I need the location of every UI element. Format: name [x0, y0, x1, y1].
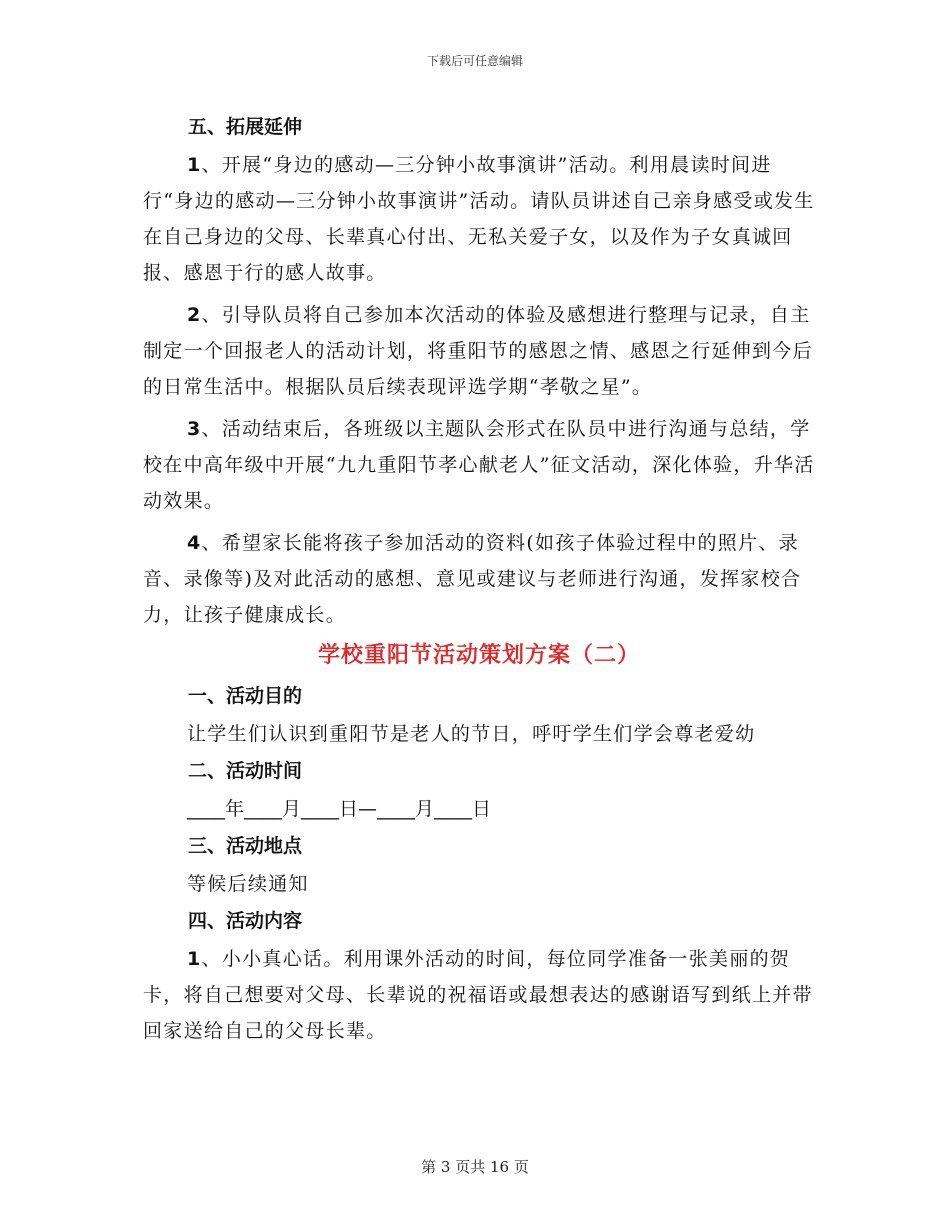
place-text: 等候后续通知 [187, 873, 309, 895]
item-text: 、活动结束后，各班级以主题队会形式在队员中进行沟通与总结，学校在中高年级中开展“九九重阳节孝心献老人”征文活动，深化体验，升华活动效果。 [143, 418, 815, 512]
page-header: 下载后可任意编辑 [426, 54, 523, 68]
item-number: 2 [187, 304, 202, 326]
purpose-heading: 一、活动目的 [188, 685, 303, 707]
item-text: 、开展“身边的感动—三分钟小故事演讲”活动。利用晨读时间进行“身边的感动—三分钟小故事演讲”活动。请队员讲述自己亲身感受或发生在自己身边的父母、长辈真心付出、无私关爱子女，以及作为子女真诚回报、感恩于行的感人故事。 [143, 154, 815, 284]
item-number: 3 [187, 418, 202, 440]
item-text: 、希望家长能将孩子参加活动的资料(如孩子体验过程中的照片、录音、录像等)及对此活动的感想、意见或建议与老师进行沟通，发挥家校合力，让孩子健康成长。 [143, 532, 802, 626]
content-heading: 四、活动内容 [188, 910, 303, 932]
item-number: 1 [187, 154, 202, 176]
purpose-text: 让学生们认识到重阳节是老人的节日，呼吁学生们学会尊老爱幼 [187, 723, 756, 745]
section-5-item-3 [143, 411, 815, 519]
section-5-heading: 五、拓展延伸 [188, 116, 303, 138]
item-text: 、小小真心话。利用课外活动的时间，每位同学准备一张美丽的贺卡，将自己想要对父母、长辈说的祝福语或最想表达的感谢语写到纸上并带回家送给自己的父母长辈。 [143, 948, 813, 1042]
section-5-item-1 [143, 147, 815, 291]
place-heading: 三、活动地点 [188, 835, 303, 857]
section-5-item-2 [143, 297, 815, 405]
content-item-1 [143, 941, 815, 1049]
document-body [143, 108, 815, 1049]
item-text: 、引导队员将自己参加本次活动的体验及感想进行整理与记录，自主制定一个回报老人的活动计划，将重阳节的感恩之情、感恩之行延伸到今后的日常生活中。根据队员后续表现评选学期“孝敬之星”。 [143, 304, 813, 398]
time-text: ____年____月____日—____月____日 [187, 798, 492, 820]
page-footer: 第 3 页共 16 页 [421, 1158, 529, 1176]
time-heading: 二、活动时间 [188, 760, 303, 782]
item-number: 4 [187, 532, 202, 554]
section-5-item-4 [143, 525, 815, 633]
plan-2-title: 学校重阳节活动策划方案（二） [317, 643, 640, 668]
item-number: 1 [187, 948, 202, 970]
